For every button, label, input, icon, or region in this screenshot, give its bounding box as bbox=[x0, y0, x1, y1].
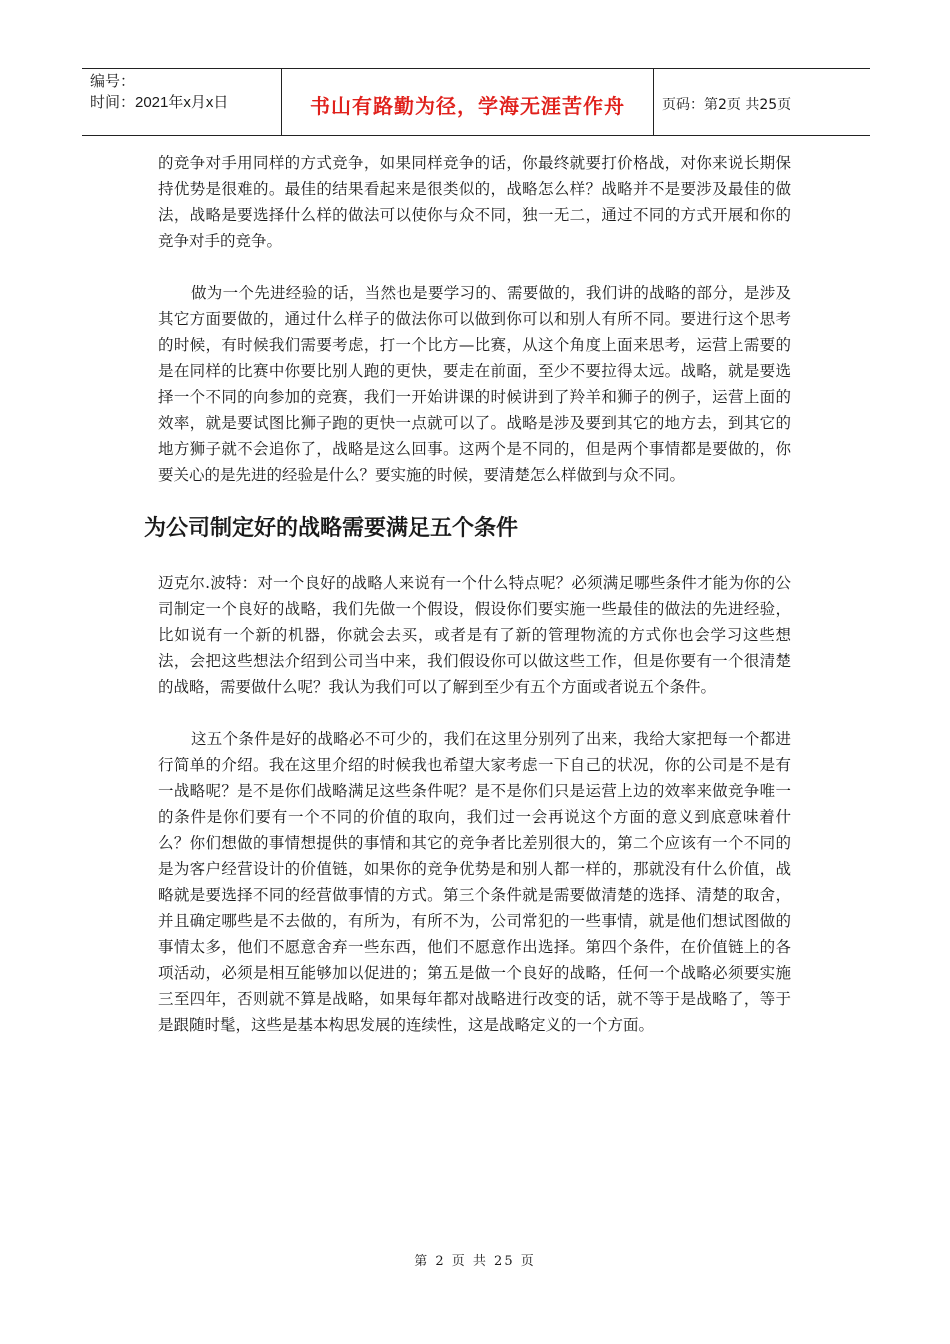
paragraph-1: 的竞争对手用同样的方式竞争，如果同样竞争的话，你最终就要打价格战，对你来说长期保持优势是很难的。最佳的结果看起来是很类似的，战略怎么样？战略并不是要涉及最佳的做法，战略是要选择什么样的做法可以使你与众不同，独一无二，通过不同的方式开展和你的竞争对手的竞争。 bbox=[158, 154, 791, 250]
page-footer: 第 2 页 共 25 页 bbox=[414, 1254, 536, 1269]
header-meta-cell bbox=[82, 69, 282, 135]
page-info-text: 页码：第2页 共25页 bbox=[662, 97, 792, 113]
document-body bbox=[144, 150, 791, 1038]
paragraph-4: 这五个条件是好的战略必不可少的，我们在这里分别列了出来，我给大家把每一个都进行简单的介绍。我在这里介绍的时候我也希望大家考虑一下自己的状况，你的公司是不是有一战略呢？是不是你们战略满足这些条件呢？是不是你们只是运营上边的效率来做竞争唯一的条件是你们要有一个不同的价值的取向，我们过一会再说这个方面的意义到底意味着什么？你们想做的事情想提供的事情和其它的竞争者比差别很大的，第二个应该有一个不同的是为客户经营设计的价值链，如果你的竞争优势是和别人都一样的，那就没有什么价值，战略就是要选择不同的经营做事情的方式。第三个条件就是需要做清楚的选择、清楚的取舍，并且确定哪些是不去做的，有所为，有所不为，公司常犯的一些事情，就是他们想试图做的事情太多，他们不愿意舍弃一些东西，他们不愿意作出选择。第四个条件，在价值链上的各项活动，必须是相互能够加以促进的；第五是做一个良好的战略，任何一个战略必须要实施三至四年，否则就不算是战略，如果每年都对战略进行改变的话，就不等于是战略了，等于是跟随时髦，这些是基本构思发展的连续性，这是战略定义的一个方面。 bbox=[158, 730, 791, 1034]
paragraph-2: 做为一个先进经验的话，当然也是要学习的、需要做的，我们讲的战略的部分，是涉及其它方面要做的，通过什么样子的做法你可以做到你可以和别人有所不同。要进行这个思考的时候，有时候我们需要考虑，打一个比方—比赛，从这个角度上面来思考，运营上需要的是在同样的比赛中你要比别人跑的更快，要走在前面，至少不要拉得太远。战略，就是要选择一个不同的向参加的竞赛，我们一开始讲课的时候讲到了羚羊和狮子的例子，运营上面的效率，就是要试图比狮子跑的更快一点就可以了。战略是涉及要到其它的地方去，到其它的地方狮子就不会追你了，战略是这么回事。这两个是不同的，但是两个事情都是要做的，你要关心的是先进的经验是什么？要实施的时候，要清楚怎么样做到与众不同。 bbox=[158, 284, 791, 484]
page-info-cell bbox=[654, 69, 870, 135]
number-label: 编号： bbox=[90, 73, 136, 90]
motto-text: 书山有路勤为径，学海无涯苦作舟 bbox=[310, 93, 625, 118]
header-table bbox=[82, 68, 870, 136]
time-label: 时间：2021年x月x日 bbox=[90, 94, 229, 111]
motto-cell bbox=[282, 69, 654, 135]
paragraph-3: 迈克尔.波特：对一个良好的战略人来说有一个什么特点呢？必须满足哪些条件才能为你的公司制定一个良好的战略，我们先做一个假设，假设你们要实施一些最佳的做法的先进经验，比如说有一个新的机器，你就会去买，或者是有了新的管理物流的方式你也会学习这些想法，会把这些想法介绍到公司当中来，我们假设你可以做这些工作，但是你要有一个很清楚的战略，需要做什么呢？我认为我们可以了解到至少有五个方面或者说五个条件。 bbox=[158, 574, 791, 696]
section-heading: 为公司制定好的战略需要满足五个条件 bbox=[144, 516, 519, 541]
